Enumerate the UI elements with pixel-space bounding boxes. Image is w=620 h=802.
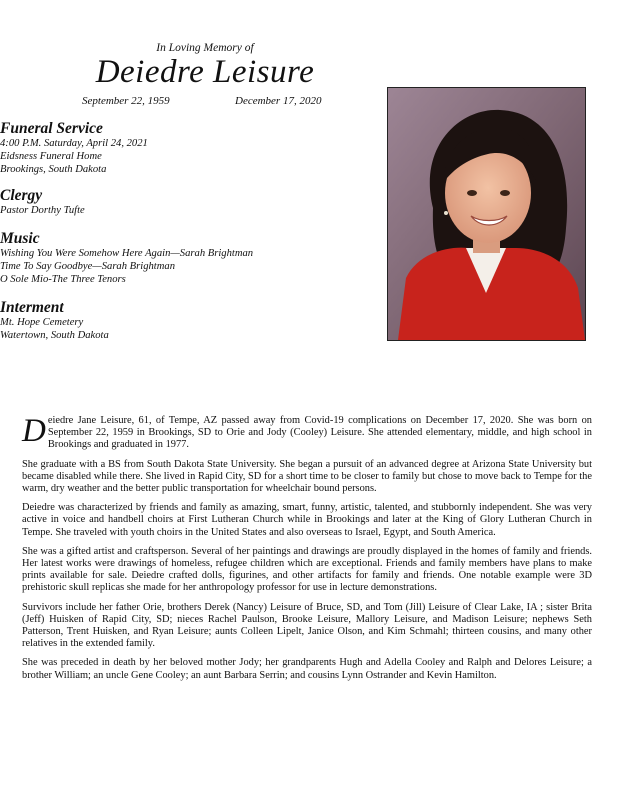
- obituary-paragraph: Survivors include her father Orie, brothers Derek (Nancy) Leisure of Bruce, SD, and Tom (Jill) Leisure of Clear Lake, IA ; sister Brita (Jeff) Huisken of Rapid City, SD; nieces Rachel Paulson, Brooke Leisure, Mallory Leisure, and Madison Leisure; nephews Seth Patterson, Trent Huisken, and Ryan Leisure; aunts Colleen Lipelt, Janice Olson, and Kim Schmahl; thirteen cousins, and many other relatives in the extended family.: [22, 601, 592, 650]
- funeral-service-section: [0, 120, 410, 176]
- music-song-3: O Sole Mio-The Three Tenors: [0, 274, 126, 285]
- music-section: [0, 230, 410, 286]
- music-title: Music: [0, 230, 40, 247]
- deceased-name: Deiedre Leisure: [95, 54, 315, 90]
- funeral-service-time: 4:00 P.M. Saturday, April 24, 2021: [0, 138, 148, 149]
- funeral-service-city: Brookings, South Dakota: [0, 164, 107, 175]
- clergy-section: [0, 187, 410, 217]
- obituary-paragraph: She was a gifted artist and craftsperson. Several of her paintings and drawings are proudly displayed in the homes of family and friends. Her latest works were drawings of homeless, refugee children which are exceptional. Friends and family members have plans to make prints available for sale. Deiedre crafted dolls, figurines, and other artifacts for family and friends. One notable example were 3D prehistoric skull replicas she made for her anthropology professor for use in lecture demonstrations.: [22, 545, 592, 594]
- clergy-name: Pastor Dorthy Tufte: [0, 205, 85, 216]
- obituary-paragraph: [22, 415, 592, 452]
- obituary-paragraph-text: eiedre Jane Leisure, 61, of Tempe, AZ passed away from Covid-19 complications on December 17, 2020. She was born on September 22, 1959 in Brookings, SD to Orie and Jody (Cooley) Leisure. She attended elementary, middle, and high school in Brookings and graduated in 1977.: [47, 415, 592, 451]
- interment-section: [0, 299, 410, 342]
- drop-cap: D: [22, 413, 46, 449]
- obituary-text: [22, 415, 592, 689]
- music-song-2: Time To Say Goodbye—Sarah Brightman: [0, 261, 175, 272]
- birth-date: September 22, 1959: [82, 95, 170, 107]
- interment-cemetery: Mt. Hope Cemetery: [0, 317, 84, 328]
- portrait-photo: [387, 87, 586, 341]
- clergy-title: Clergy: [0, 187, 43, 204]
- obituary-paragraph: Deiedre was characterized by friends and family as amazing, smart, funny, artistic, talented, and stubbornly independent. She was very active in voice and handbell choirs at First Lutheran Church while in Brookings and later at the King of Glory Lutheran Church in Tempe. She traveled with youth choirs in the United States and also overseas to Israel, Egypt, and South America.: [22, 502, 592, 538]
- funeral-service-venue: Eidsness Funeral Home: [0, 151, 102, 162]
- memory-line: In Loving Memory of: [156, 42, 254, 54]
- music-song-1: Wishing You Were Somehow Here Again—Sarah Brightman: [0, 248, 254, 259]
- obituary-paragraph: She was preceded in death by her beloved mother Jody; her grandparents Hugh and Adella Cooley and Ralph and Delores Leisure; a brother William; an uncle Gene Cooley; an aunt Barbara Serrin; and cousins Lynn Ostrander and Kevin Hamilton.: [22, 657, 592, 681]
- obituary-paragraph: She graduate with a BS from South Dakota State University. She began a pursuit of an advanced degree at Arizona State University but became disabled while there. She lived in Rapid City, SD for a short time to be closer to family but chose to move back to Tempe for the warm, dry weather and the better public transportation for wheelchair bound persons.: [22, 458, 592, 495]
- funeral-service-title: Funeral Service: [0, 120, 103, 137]
- portrait-photo-icon: [388, 88, 585, 340]
- death-date: December 17, 2020: [235, 95, 322, 107]
- interment-city: Watertown, South Dakota: [0, 330, 109, 341]
- interment-title: Interment: [0, 299, 64, 316]
